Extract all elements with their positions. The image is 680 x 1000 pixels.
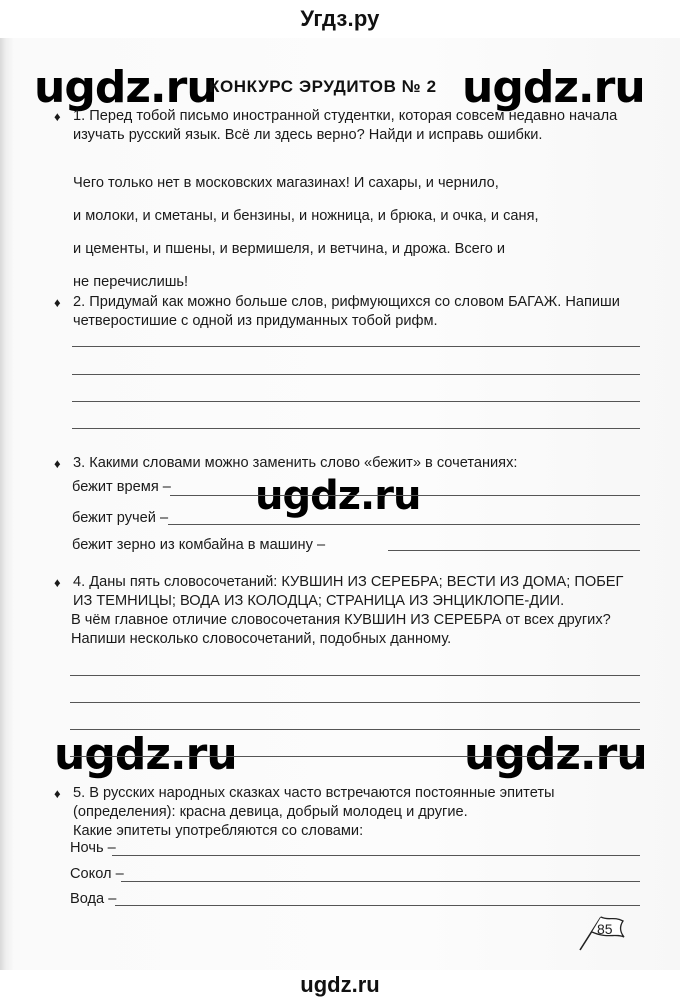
word-label: Ночь – <box>70 840 116 856</box>
word-label: Сокол – <box>70 866 124 882</box>
answer-line[interactable] <box>70 729 640 730</box>
diamond-bullet-icon: ♦ <box>54 575 61 590</box>
task-1 <box>56 107 641 145</box>
task-4 <box>56 573 641 649</box>
site-footer <box>0 970 680 1000</box>
site-title: Угдз.ру <box>300 6 380 31</box>
passage-line: не перечислишь! <box>73 274 189 290</box>
task-4-text: 4. Даны пять словосочетаний: КУВШИН ИЗ СЕРЕБРА; ВЕСТИ ИЗ ДОМА; ПОБЕГ ИЗ ТЕМНИЦЫ; ВОДА ИЗ КОЛОДЦА; СТРАНИЦА ИЗ ЭНЦИКЛОПЕ-ДИИ. <box>73 574 624 609</box>
watermark: ugdz.ru <box>34 62 217 113</box>
task-5 <box>56 784 641 841</box>
answer-line[interactable] <box>72 401 640 402</box>
footer-text[interactable]: ugdz.ru <box>300 972 380 997</box>
answer-line[interactable] <box>70 675 640 676</box>
diamond-bullet-icon: ♦ <box>54 456 61 471</box>
answer-line[interactable] <box>170 495 640 496</box>
answer-line[interactable] <box>112 855 640 856</box>
answer-line[interactable] <box>388 550 640 551</box>
passage-line: и молоки, и сметаны, и бензины, и ножница, и брюка, и очка, и саня, <box>73 208 539 224</box>
phrase-label: бежит время – <box>72 479 171 495</box>
answer-line[interactable] <box>121 881 640 882</box>
passage-line: и цементы, и пшены, и вермишеля, и ветчина, и дрожа. Всего и <box>73 241 506 257</box>
page-number: 85 <box>597 921 613 937</box>
diamond-bullet-icon: ♦ <box>54 295 61 310</box>
task-1-text: 1. Перед тобой письмо иностранной студентки, которая совсем недавно начала изучать русский язык. Всё ли здесь верно? Найди и исправь ошибки. <box>73 108 618 143</box>
answer-line[interactable] <box>168 524 640 525</box>
passage-line: Чего только нет в московских магазинах! И сахары, и чернило, <box>73 175 499 191</box>
task-2-text: 2. Придумай как можно больше слов, рифмующихся со словом БАГАЖ. Напиши четверостишие с одной из придуманных тобой рифм. <box>73 294 620 329</box>
phrase-label: бежит зерно из комбайна в машину – <box>72 537 326 553</box>
answer-line[interactable] <box>115 905 640 906</box>
watermark: ugdz.ru <box>464 729 647 780</box>
task-2 <box>56 293 641 331</box>
word-label: Вода – <box>70 891 117 907</box>
answer-line[interactable] <box>70 756 640 757</box>
answer-line[interactable] <box>72 374 640 375</box>
site-header <box>0 0 680 38</box>
page-heading: КОНКУРС ЭРУДИТОВ № 2 <box>209 77 437 96</box>
task-1-passage <box>40 167 640 299</box>
task-3 <box>56 454 641 473</box>
task-4-question: В чём главное отличие словосочетания КУВШИН ИЗ СЕРЕБРА от всех других? Напиши несколько словосочетаний, подобных данному. <box>71 612 611 647</box>
task-5-text: 5. В русских народных сказках часто встречаются постоянные эпитеты (определения): красна девица, добрый молодец и другие. <box>73 785 555 820</box>
watermark: ugdz.ru <box>462 62 645 113</box>
answer-line[interactable] <box>72 346 640 347</box>
watermark: ugdz.ru <box>255 473 421 519</box>
page-number-flag <box>575 913 627 953</box>
answer-line[interactable] <box>72 428 640 429</box>
watermark: ugdz.ru <box>54 729 237 780</box>
diamond-bullet-icon: ♦ <box>54 786 61 801</box>
diamond-bullet-icon: ♦ <box>54 109 61 124</box>
task-3-text: 3. Какими словами можно заменить слово «бежит» в сочетаниях: <box>73 455 518 471</box>
answer-line[interactable] <box>70 702 640 703</box>
phrase-label: бежит ручей – <box>72 510 169 526</box>
task-5-question: Какие эпитеты употребляются со словами: <box>73 823 364 839</box>
